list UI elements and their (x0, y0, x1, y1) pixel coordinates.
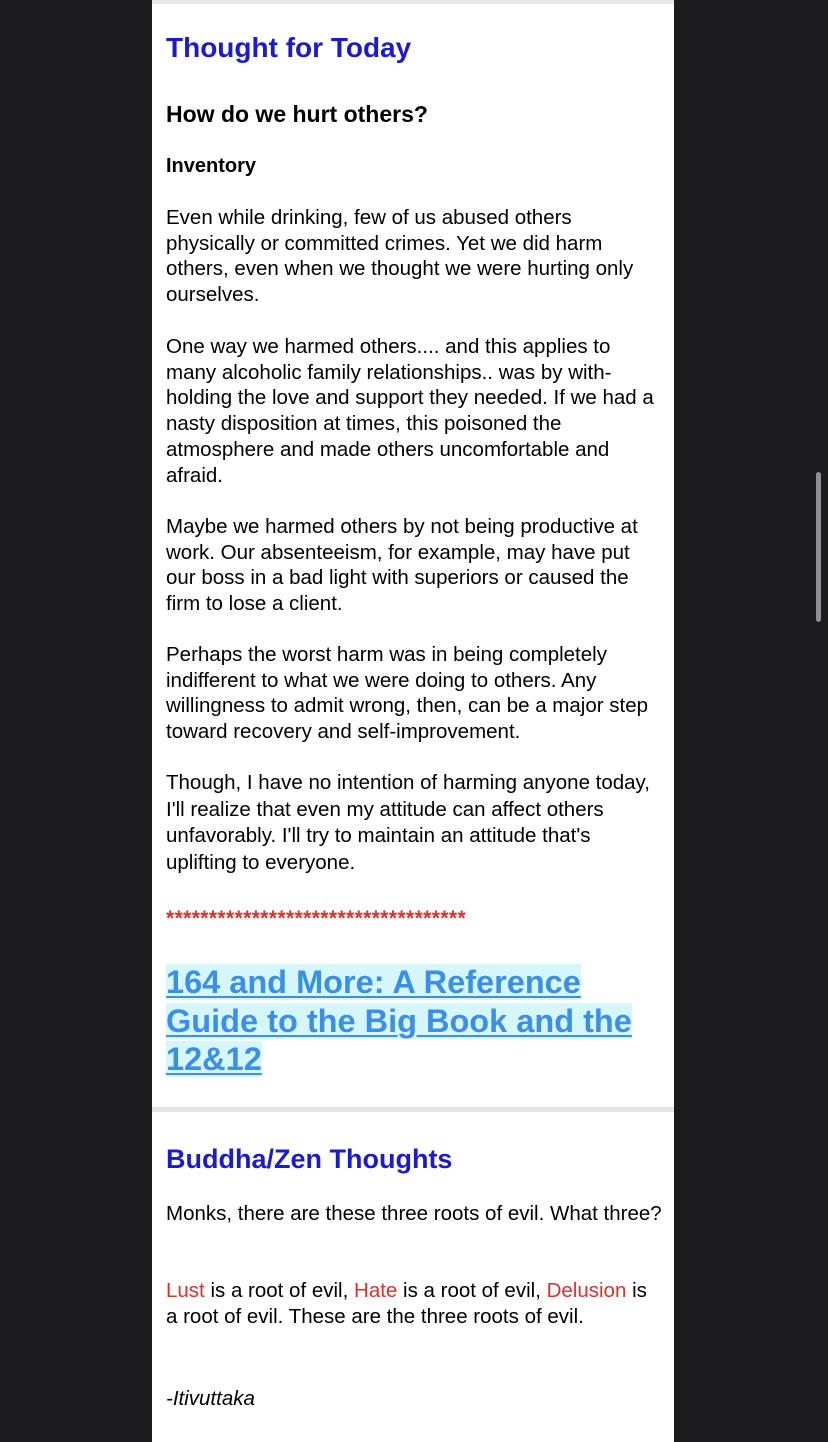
section-divider (152, 1107, 674, 1112)
roots-text-1: is a root of evil, (204, 1279, 355, 1302)
paragraph-2: One way we harmed others.... and this applies to many alcoholic family relationships.. was by with-holding the love and support they needed. If we had a nasty disposition at times, this poisoned the atmosphere and made others uncomfortable and afraid. (166, 335, 654, 487)
hate-word: Hate (354, 1279, 398, 1302)
roots-paragraph (166, 1278, 662, 1329)
thought-for-today-heading: Thought for Today (166, 32, 412, 63)
buddha-intro: Monks, there are these three roots of evil. What three? (166, 1202, 662, 1225)
paragraph-1: Even while drinking, few of us abused others physically or committed crimes. Yet we did harm others, even when we thought we were hurting only ourselves. (166, 206, 634, 307)
topic-heading: Inventory (166, 155, 257, 177)
buddha-zen-heading: Buddha/Zen Thoughts (166, 1144, 453, 1174)
citation: -Itivuttaka (166, 1387, 255, 1410)
paragraph-4: Perhaps the worst harm was in being completely indifferent to what we were doing to others. Any willingness to admit wrong, then, can be a major step toward recovery and self-improvement. (166, 643, 649, 744)
content-column (152, 0, 674, 1442)
reference-guide-link[interactable] (166, 963, 662, 1079)
question-heading: How do we hurt others? (166, 101, 428, 127)
lust-word: Lust (166, 1279, 205, 1302)
roots-text-2: is a root of evil, (397, 1279, 547, 1302)
top-divider (152, 0, 674, 4)
roots-text-3: is a root of evil. These are the three roots of evil. (166, 1279, 647, 1328)
paragraph-5: Though, I have no intention of harming anyone today, I'll realize that even my attitude can affect others unfavorably. I'll try to maintain an attitude that's uplifting to everyone. (166, 771, 650, 874)
star-separator: *********************************** (166, 907, 467, 930)
paragraph-3: Maybe we harmed others by not being productive at work. Our absenteeism, for example, may have put our boss in a bad light with superiors or caused the firm to lose a client. (166, 515, 638, 616)
reference-guide-link-text: 164 and More: A Reference Guide to the Big Book and the 12&12 (166, 964, 632, 1077)
scrollbar-thumb[interactable] (816, 472, 821, 622)
delusion-word: Delusion (546, 1279, 627, 1302)
